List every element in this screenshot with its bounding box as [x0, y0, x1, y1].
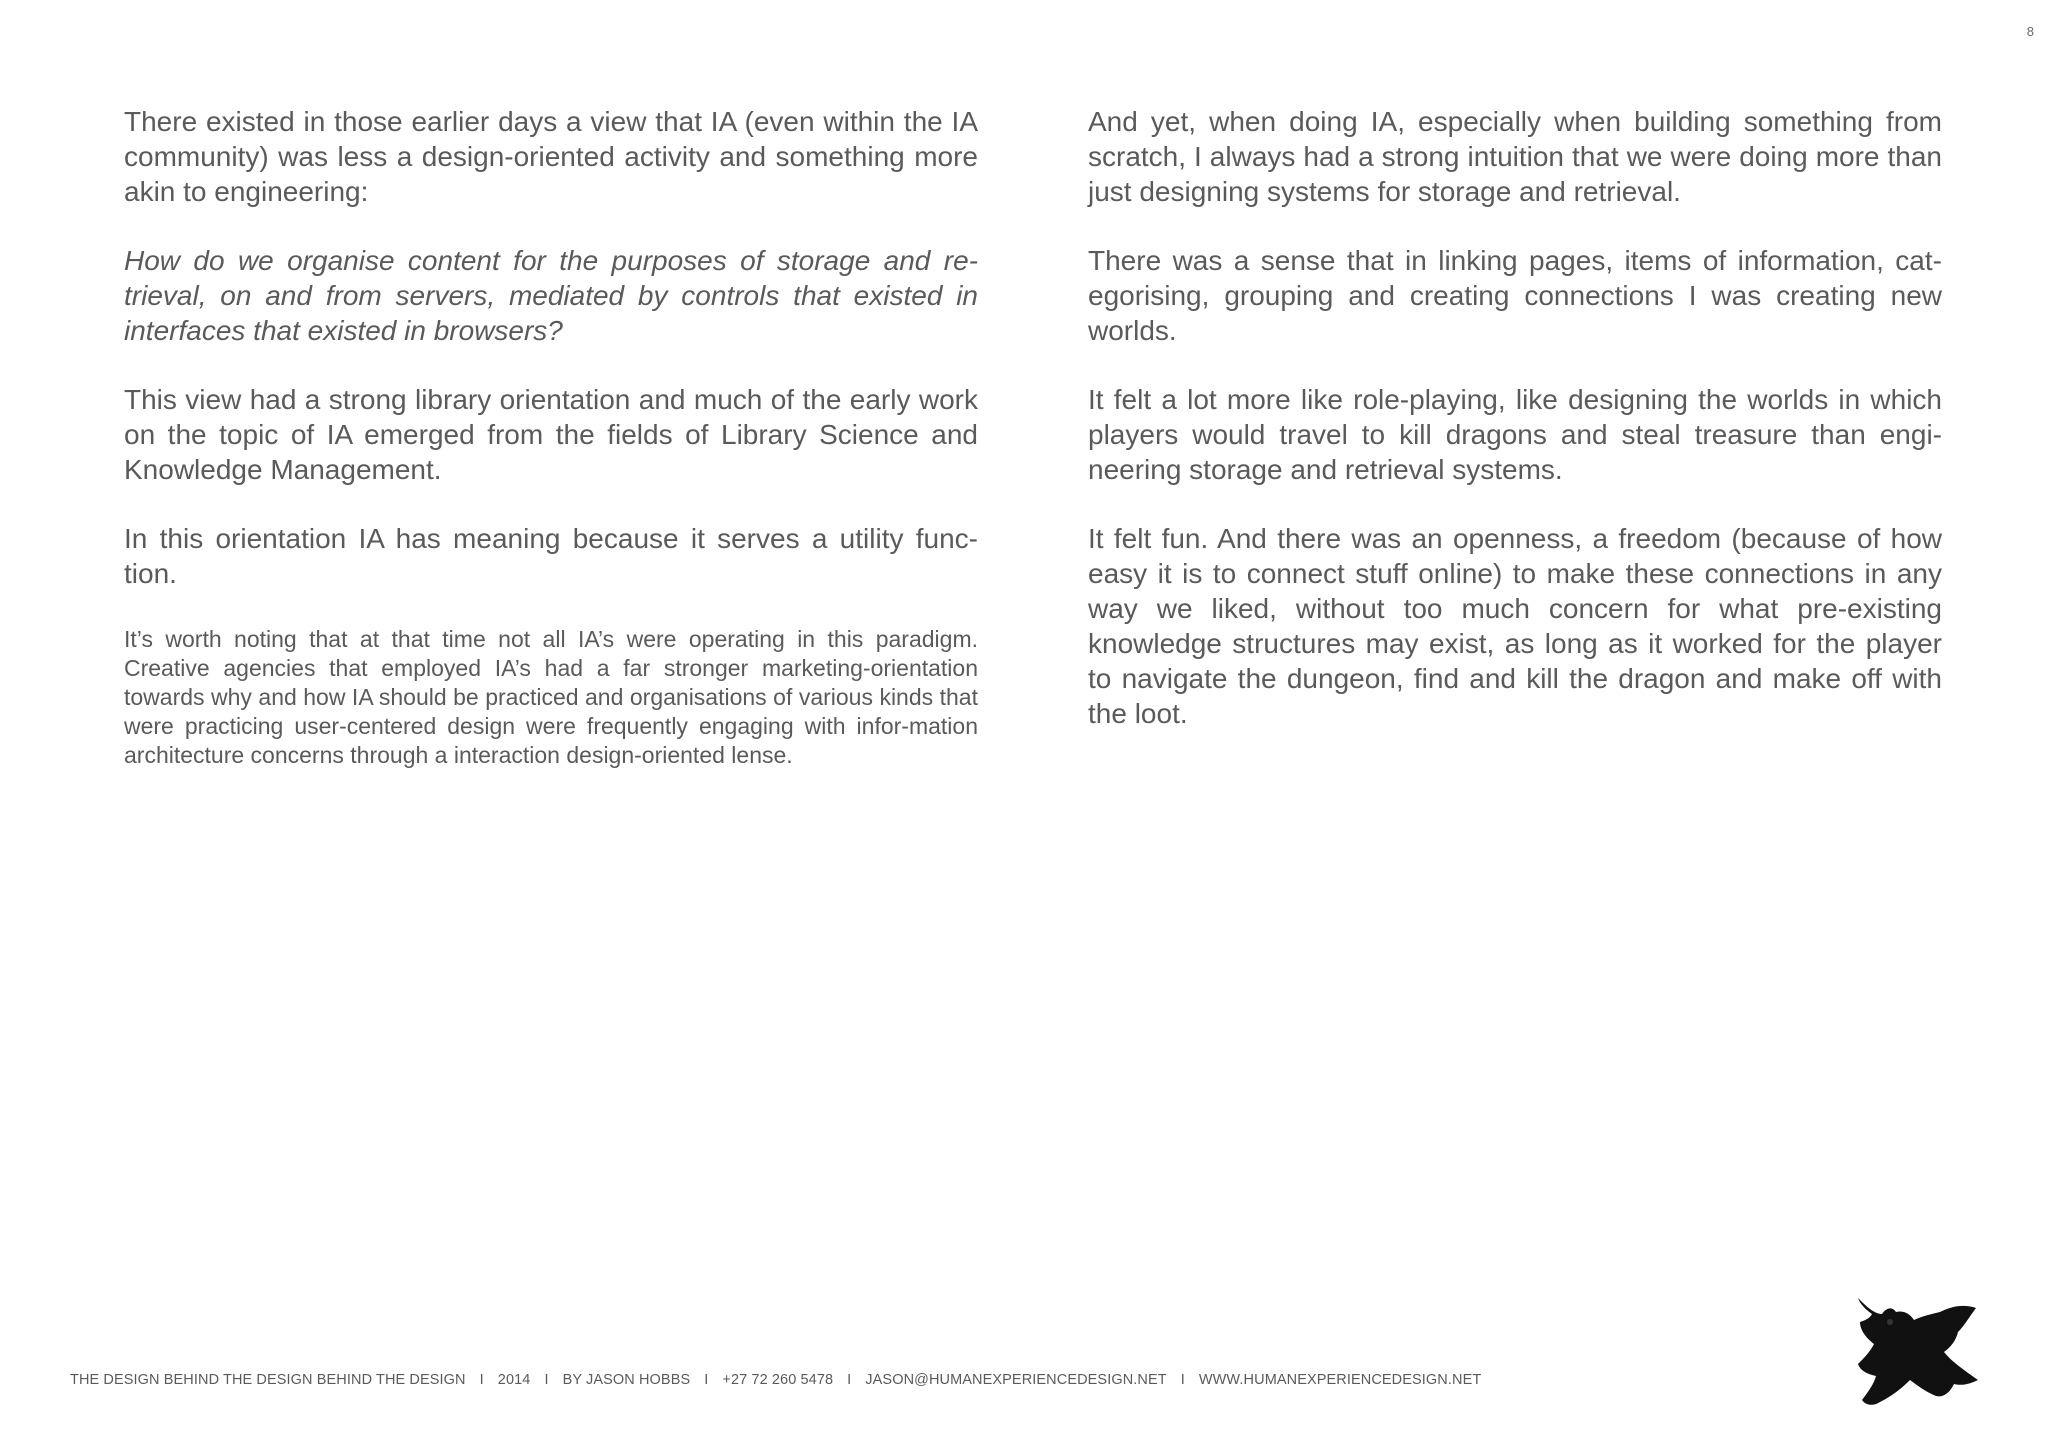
- footer-separator: I: [847, 1372, 852, 1388]
- footer-separator: I: [704, 1372, 709, 1388]
- footer-separator: I: [1180, 1372, 1185, 1388]
- footer-title: THE DESIGN BEHIND THE DESIGN BEHIND THE DESIGN: [70, 1372, 466, 1388]
- creature-logo-icon: [1852, 1292, 1982, 1412]
- paragraph: There was a sense that in linking pages, items of information, cat-egorising, grouping and creating connections I was creating new worlds.: [1088, 245, 1942, 346]
- footer-author: BY JASON HOBBS: [562, 1372, 691, 1388]
- paragraph: This view had a strong library orientation and much of the early work on the topic of IA emerged from the fields of Library Science and Knowledge Management.: [124, 384, 978, 485]
- paragraph: It felt fun. And there was an openness, a freedom (because of how easy it is to connect stuff online) to make these connections in any way we liked, without too much concern for what pre-existing knowledge structures may exist, as long as it worked for the player to navigate the dungeon, find and kill the dragon and make off with the loot.: [1088, 523, 1942, 729]
- footer-separator: I: [479, 1372, 484, 1388]
- footer-phone: +27 72 260 5478: [722, 1372, 834, 1388]
- footer-year: 2014: [497, 1372, 531, 1388]
- paragraph: There existed in those earlier days a view that IA (even within the IA community) was less a design-oriented activity and something more akin to engineering:: [124, 106, 978, 207]
- italic-question-paragraph: How do we organise content for the purposes of storage and re-trieval, on and from servers, mediated by controls that existed in interfaces that existed in browsers?: [124, 245, 978, 346]
- left-column: [124, 104, 978, 804]
- right-column: [1088, 104, 1942, 765]
- paragraph: It felt a lot more like role-playing, like designing the worlds in which players would travel to kill dragons and steal treasure than engi-neering storage and retrieval systems.: [1088, 384, 1942, 485]
- footer: [70, 1372, 1481, 1388]
- footer-email: JASON@HUMANEXPERIENCEDESIGN.NET: [865, 1372, 1167, 1388]
- note-paragraph: It’s worth noting that at that time not all IA’s were operating in this paradigm. Creative agencies that employed IA’s had a far stronger marketing-orientation towards why and how IA should be practiced and organisations of various kinds that were practicing user-centered design were frequently engaging with infor-mation architecture concerns through a interaction design-oriented lense.: [124, 626, 978, 768]
- paragraph: In this orientation IA has meaning because it serves a utility func-tion.: [124, 523, 978, 589]
- footer-separator: I: [544, 1372, 549, 1388]
- paragraph: And yet, when doing IA, especially when building something from scratch, I always had a strong intuition that we were doing more than just designing systems for storage and retrieval.: [1088, 106, 1942, 207]
- page-number: 8: [2026, 24, 2034, 39]
- footer-website: WWW.HUMANEXPERIENCEDESIGN.NET: [1198, 1372, 1482, 1388]
